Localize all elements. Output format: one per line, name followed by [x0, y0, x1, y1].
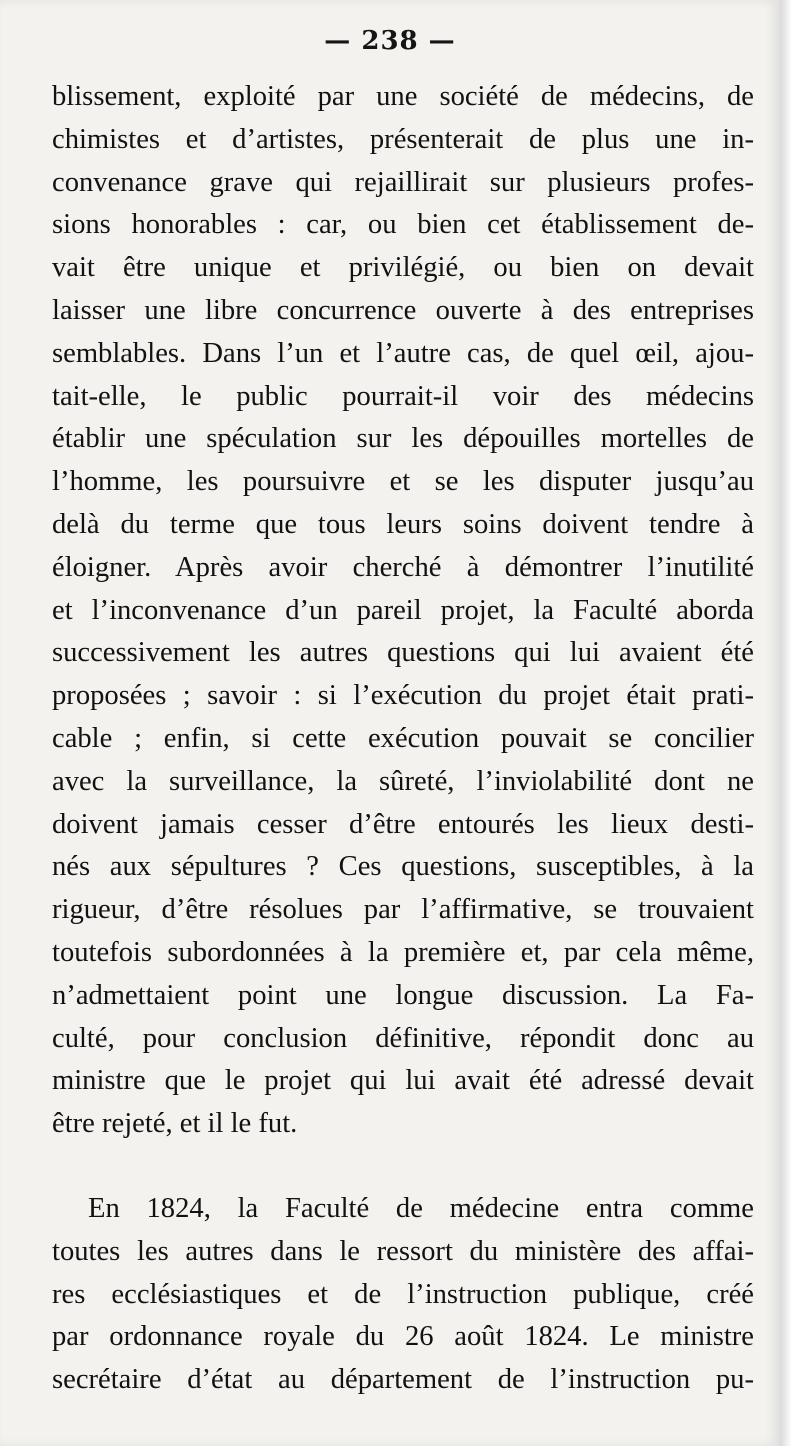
text-line: tait-elle, le public pourrait-il voir des médecins	[52, 380, 754, 412]
text-line: éloigner. Après avoir cherché à démontrer l’inutilité	[52, 551, 754, 583]
text-line: vait être unique et privilégié, ou bien on devait	[52, 252, 754, 284]
text-line: blissement, exploité par une société de médecins, de	[52, 81, 754, 112]
page-edge	[780, 0, 800, 1446]
text-line: culté, pour conclusion définitive, répondit donc au	[52, 1022, 754, 1054]
text-line: En 1824, la Faculté de médecine entra comme	[88, 1193, 754, 1224]
text-line: proposées ; savoir : si l’exécution du projet était prati-	[52, 680, 754, 712]
text-line: secrétaire d’état au département de l’instruction pu-	[52, 1364, 754, 1396]
paragraph-2	[52, 1188, 754, 1402]
text-line: rigueur, d’être résolues par l’affirmative, se trouvaient	[52, 894, 754, 926]
text-line: toutes les autres dans le ressort du ministère des affai-	[52, 1235, 754, 1267]
text-line: cable ; enfin, si cette exécution pouvait se concilier	[52, 722, 754, 754]
text-line: chimistes et d’artistes, présenterait de plus une in-	[52, 123, 754, 155]
text-line: établir une spéculation sur les dépouilles mortelles de	[52, 423, 754, 455]
text-line: l’homme, les poursuivre et se les disputer jusqu’au	[52, 466, 754, 498]
text-line: sions honorables : car, ou bien cet établissement de-	[52, 209, 754, 241]
text-line: être rejeté, et il le fut.	[52, 1108, 298, 1140]
text-line: nés aux sépultures ? Ces questions, susceptibles, à la	[52, 851, 754, 883]
text-line: doivent jamais cesser d’être entourés les lieux desti-	[52, 808, 754, 840]
text-line: et l’inconvenance d’un pareil projet, la Faculté aborda	[52, 594, 754, 626]
text-line: laisser une libre concurrence ouverte à des entreprises	[52, 294, 754, 326]
page-number: — 238 —	[324, 26, 456, 56]
text-line: res ecclésiastiques et de l’instruction publique, créé	[52, 1278, 754, 1310]
text-line: successivement les autres questions qui lui avaient été	[52, 637, 754, 669]
paragraph-1	[52, 76, 754, 1146]
text-line: par ordonnance royale du 26 août 1824. Le ministre	[52, 1321, 754, 1353]
text-line: toutefois subordonnées à la première et, par cela même,	[52, 936, 754, 968]
text-line: n’admettaient point une longue discussion. La Fa-	[52, 979, 754, 1011]
text-line: delà du terme que tous leurs soins doivent tendre à	[52, 508, 754, 540]
text-line: convenance grave qui rejaillirait sur plusieurs profes-	[52, 166, 754, 198]
text-line: ministre que le projet qui lui avait été adressé devait	[52, 1065, 754, 1097]
text-line: semblables. Dans l’un et l’autre cas, de quel œil, ajou-	[52, 337, 754, 369]
text-line: avec la surveillance, la sûreté, l’inviolabilité dont ne	[52, 765, 754, 797]
